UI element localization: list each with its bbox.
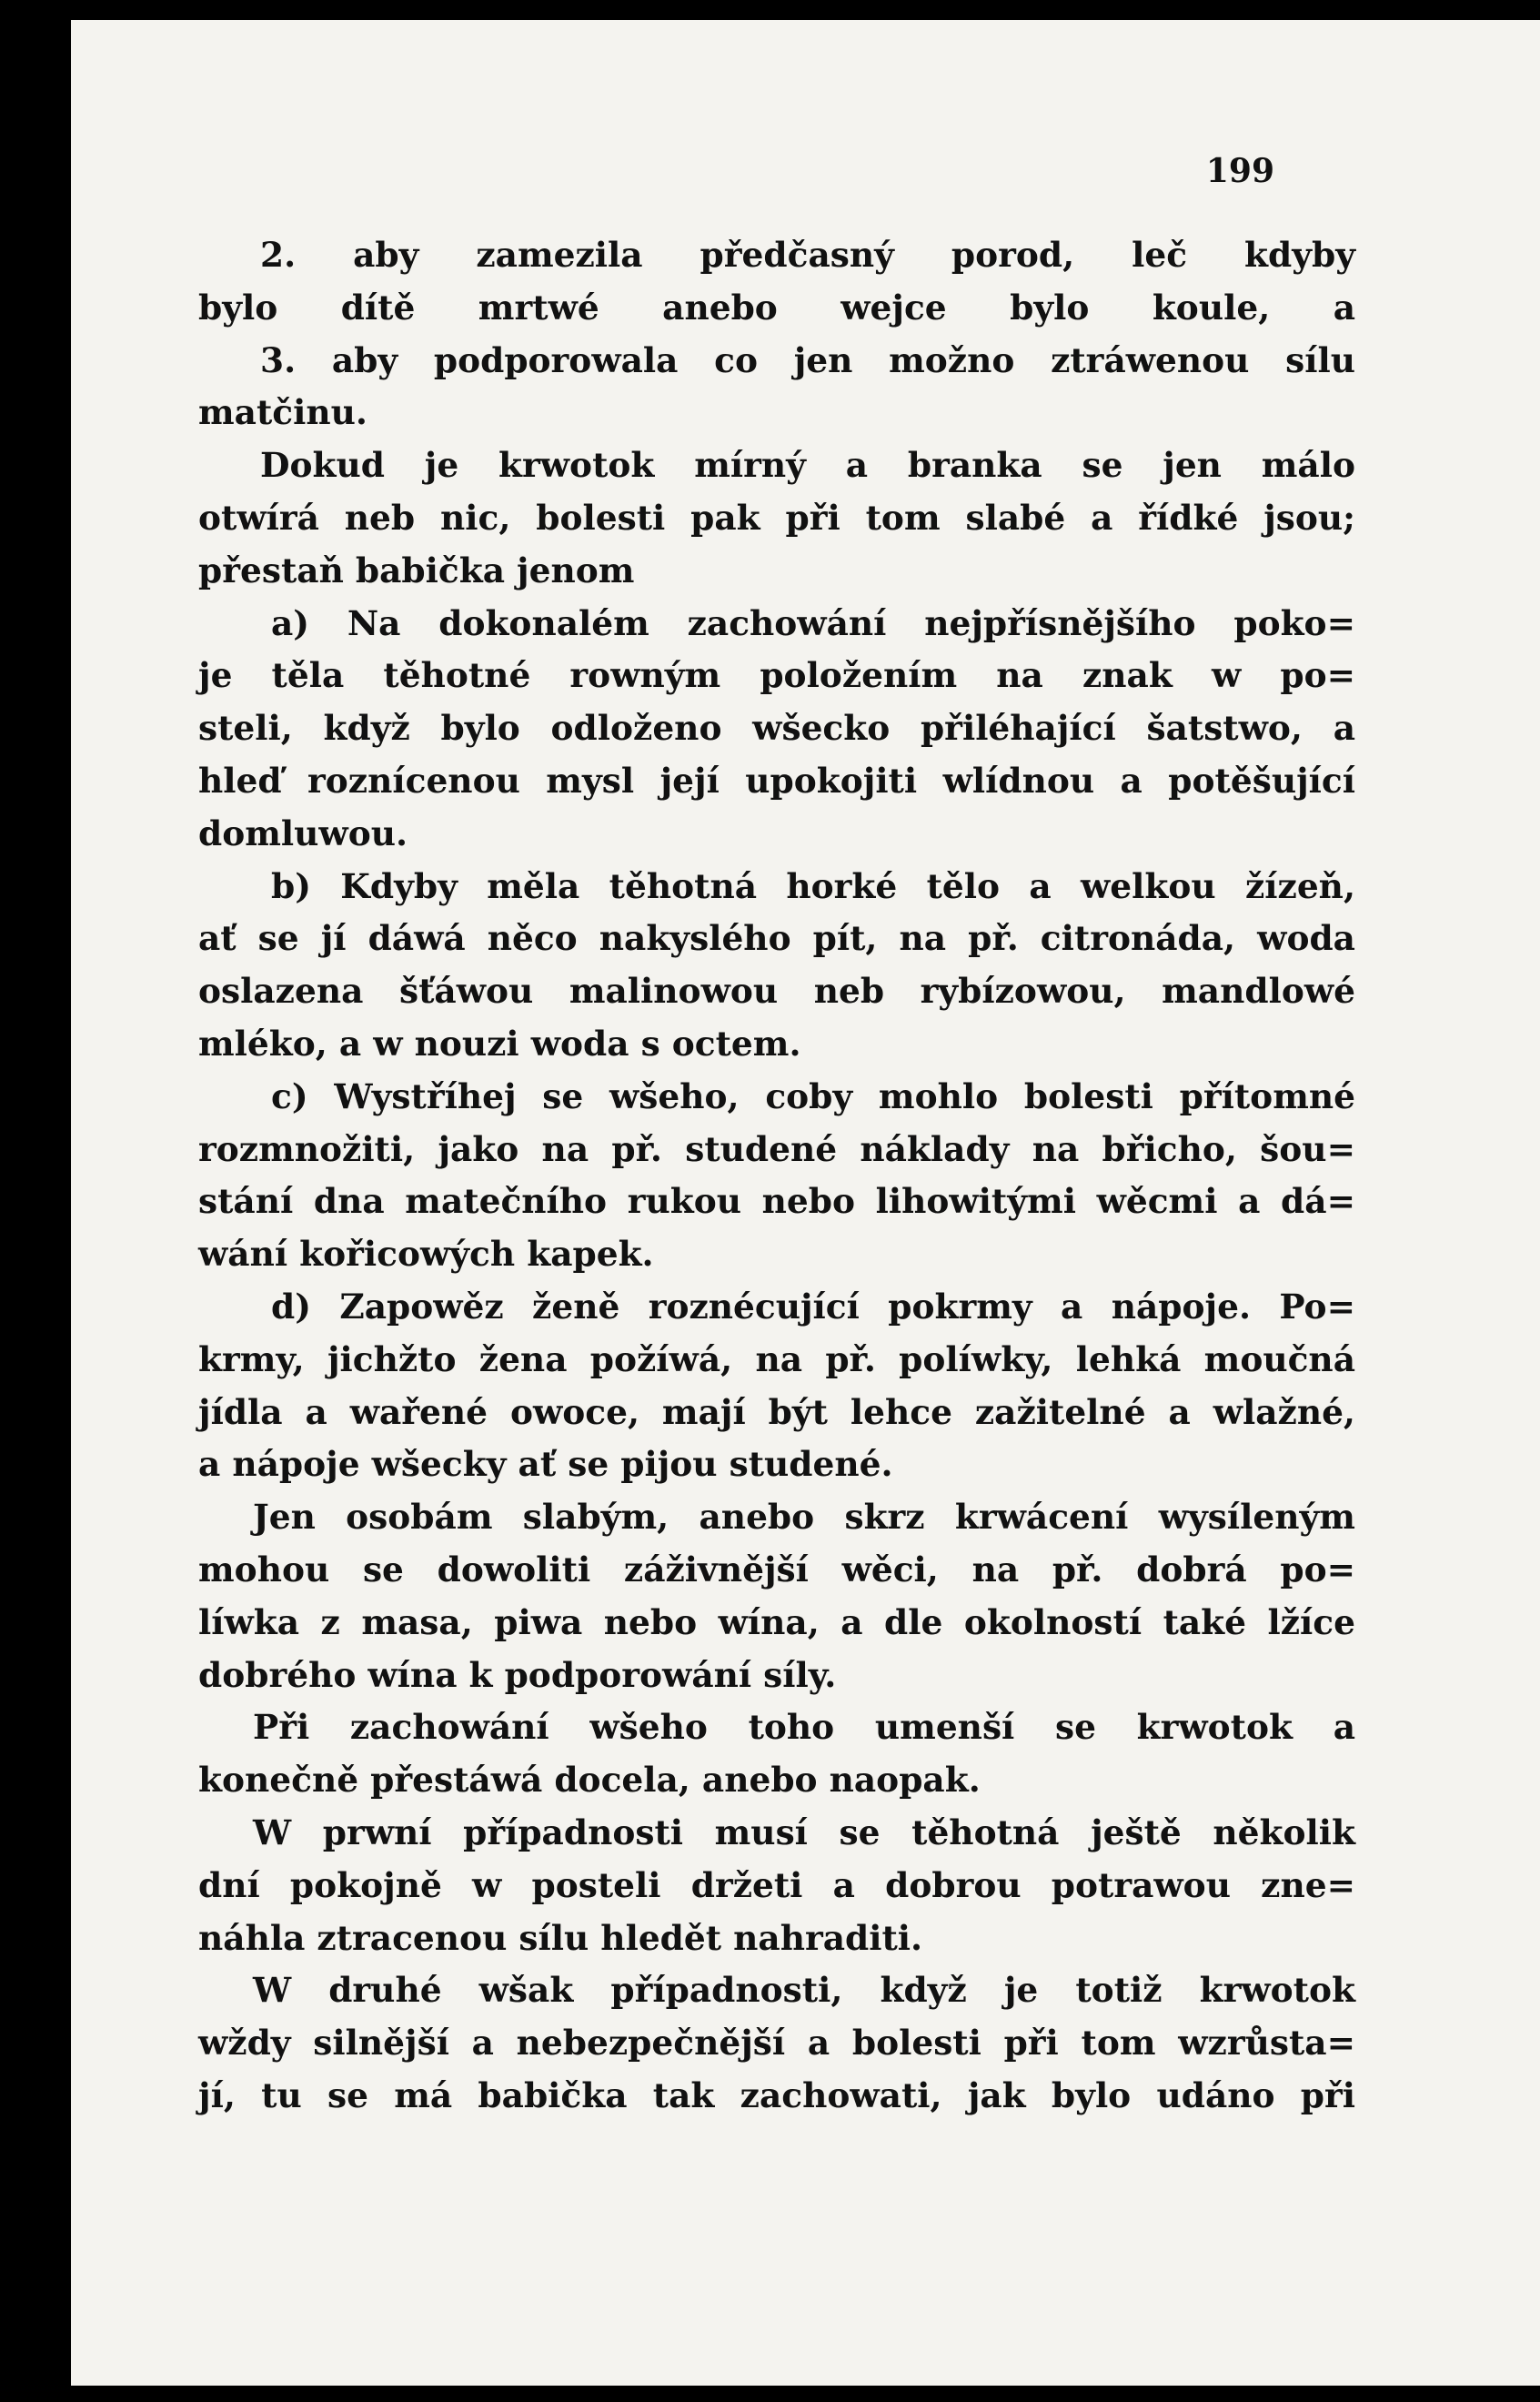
text-line: domluwou. (198, 812, 408, 853)
text-line: mléko, a w nouzi woda s octem. (198, 1023, 801, 1064)
book-page (71, 20, 1540, 2386)
text-line: c) Wystříhej se wšeho, coby mohlo bolesti přítomné (271, 1075, 1355, 1116)
text-line: wání kořicowých kapek. (198, 1234, 654, 1275)
text-line: je těla těhotné rowným položením na znak w po= (198, 655, 1355, 696)
text-line: W prwní případnosti musí se těhotná ještě několik (253, 1812, 1355, 1852)
text-line: a) Na dokonalém zachowání nejpřísnějšího poko= (271, 602, 1355, 643)
text-line: W druhé wšak případnosti, když je totiž krwotok (253, 1970, 1355, 2011)
page-number: 199 (1205, 152, 1274, 190)
text-line: d) Zapowěz ženě roznécující pokrmy a nápoje. Po= (271, 1286, 1355, 1327)
text-line: Dokud je krwotok mírný a branka se jen málo (260, 445, 1355, 486)
text-line: matčinu. (198, 392, 367, 433)
text-line: Jen osobám slabým, anebo skrz krwácení wysíleným (253, 1497, 1355, 1538)
text-line: stání dna matečního rukou nebo lihowitými wěcmi a dá= (198, 1181, 1355, 1222)
text-line: bylo dítě mrtwé anebo wejce bylo koule, a (198, 287, 1355, 328)
text-line: a nápoje wšecky ať se pijou studené. (198, 1444, 893, 1485)
text-line: hleď roznícenou mysl její upokojiti wlídnou a potěšující (198, 760, 1355, 801)
text-line: mohou se dowoliti záživnější wěci, na př. dobrá po= (198, 1549, 1355, 1590)
text-line: dobrého wína k podporowání síly. (198, 1654, 837, 1695)
text-line: líwka z masa, piwa nebo wína, a dle okolností také lžíce (198, 1601, 1355, 1642)
text-line: konečně přestáwá docela, anebo naopak. (198, 1760, 981, 1801)
text-line: jídla a wařené owoce, mají být lehce zažitelné a wlažné, (198, 1391, 1355, 1432)
text-line: otwírá neb nic, bolesti pak při tom slabé a řídké jsou; (198, 497, 1355, 538)
text-line: dní pokojně w posteli držeti a dobrou potrawou zne= (198, 1864, 1355, 1905)
text-line: náhla ztracenou sílu hledět nahraditi. (198, 1917, 923, 1958)
text-line: Při zachowání wšeho toho umenší se krwotok a (253, 1707, 1355, 1748)
text-line: ať se jí dáwá něco nakyslého pít, na př. citronáda, woda (198, 918, 1355, 959)
text-line: steli, když bylo odloženo wšecko přiléhající šatstwo, a (198, 708, 1355, 749)
page-text (198, 229, 1355, 2123)
text-line: jí, tu se má babička tak zachowati, jak bylo udáno při (198, 2074, 1355, 2115)
text-line: 2. aby zamezila předčasný porod, leč kdyby (260, 235, 1355, 275)
text-line: 3. aby podporowala co jen možno ztráwenou sílu (260, 339, 1355, 380)
text-line: přestaň babička jenom (198, 550, 635, 590)
text-line: b) Kdyby měla těhotná horké tělo a welkou žízeň, (271, 865, 1355, 906)
text-line: wždy silnější a nebezpečnější a bolesti při tom wzrůsta= (198, 2023, 1355, 2064)
text-line: rozmnožiti, jako na př. studené náklady na břicho, šou= (198, 1128, 1355, 1169)
text-line: krmy, jichžto žena požíwá, na př. políwky, lehká moučná (198, 1338, 1355, 1379)
text-line: oslazena šťáwou malinowou neb rybízowou, mandlowé (198, 971, 1355, 1012)
